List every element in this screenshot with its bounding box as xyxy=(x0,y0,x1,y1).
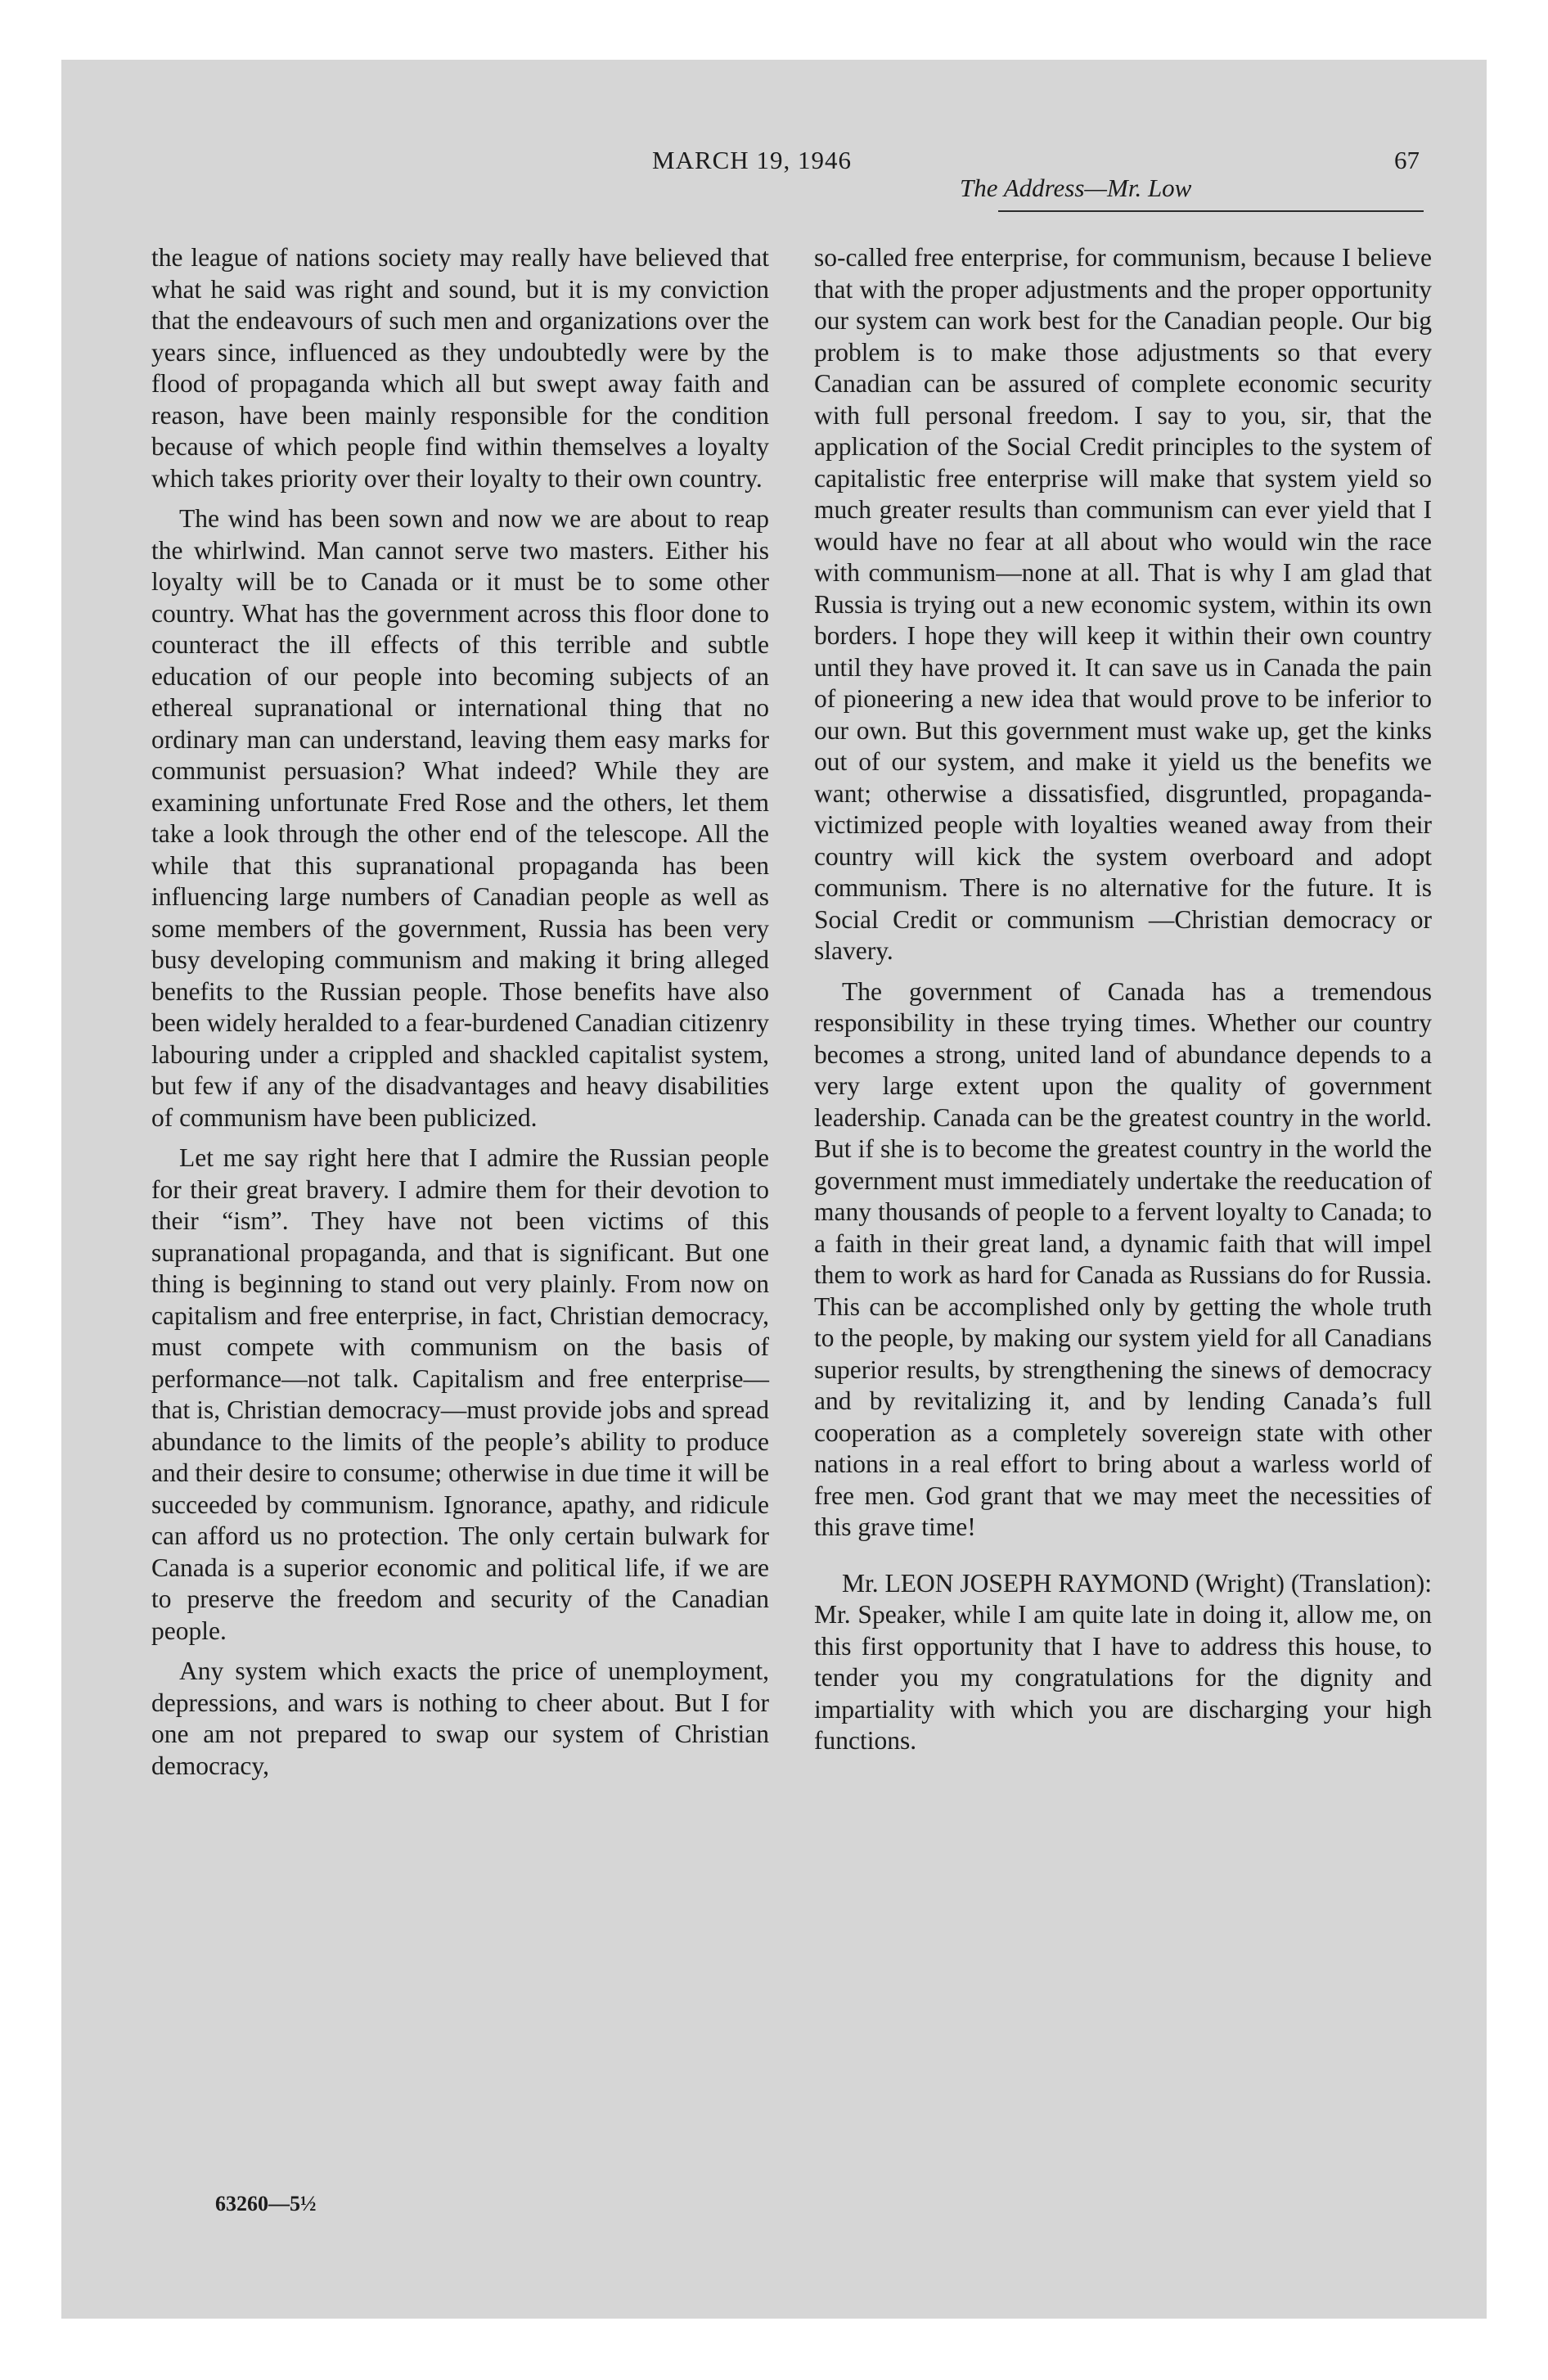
hansard-page xyxy=(151,146,1432,2215)
header-rule xyxy=(998,210,1424,212)
left-paragraph-3: Let me say right here that I admire the Russian people for their great bravery. I admire them for their devotion to their “ism”. They have not been victims of this supranational propaganda, and that is significant. But one thing is beginning to stand out very plainly. From now on capitalism and free enterprise, in fact, Christian democracy, must compete with communism on the basis of performance—not talk. Capitalism and free enterprise—that is, Christian democracy—must provide jobs and spread abundance to the limits of the people’s ability to produce and their desire to consume; otherwise in due time it will be succeeded by communism. Ignorance, apathy, and ridicule can afford us no protection. The only certain bulwark for Canada is a superior economic and political life, if we are to preserve the freedom and security of the Canadian people. xyxy=(151,1143,769,1645)
footer-signature-code: 63260—5½ xyxy=(215,2192,317,2215)
right-paragraph-2: The government of Canada has a tremendous responsibility in these trying times. Whether our country becomes a strong, united land of abundance depends to a very large extent upon the quality of government leadership. Canada can be the greatest country in the world. But if she is to become the greatest country in the world the government must immediately undertake the reeducation of many thousands of people to a fervent loyalty to Canada; to a faith in their great land, a dynamic faith that will impel them to work as hard for Canada as Russians do for Russia. This can be accomplished only by getting the whole truth to the people, by making our system yield for all Canadians superior results, by strengthening the sinews of democracy and by revitalizing it, and by lending Canada’s full cooperation as a completely sovereign state with other nations in a real effort to bring about a warless world of free men. God grant that we may meet the necessities of this grave time! xyxy=(814,976,1432,1541)
right-paragraph-3: Mr. LEON JOSEPH RAYMOND (Wright) (Translation): Mr. Speaker, while I am quite late in doing it, allow me, on this first opportunity that I have to address this house, to tender you my congratulations for the dignity and impartiality with which you are discharging your high functions. xyxy=(814,1568,1432,1755)
header-date: MARCH 19, 1946 xyxy=(652,146,852,174)
left-column xyxy=(151,242,769,1782)
right-column xyxy=(814,242,1432,1757)
page-header xyxy=(151,146,1420,213)
right-paragraph-1: so-called free enterprise, for communism, because I believe that with the proper adjustments and the proper opportunity our system can work best for the Canadian people. Our big problem is to make those adjustments so that every Canadian can be assured of complete economic security with full personal freedom. I say to you, sir, that the application of the Social Credit principles to the system of capitalistic free enterprise will make that system yield so much greater results than communism can ever yield that I would have no fear at all about who would win the race with communism—none at all. That is why I am glad that Russia is trying out a new economic system, within its own borders. I hope they will keep it within their own country until they have proved it. It can save us in Canada the pain of pioneering a new idea that would prove to be inferior to our own. But this government must wake up, get the kinks out of our system, and make it yield us the benefits we want; otherwise a dissatisfied, disgruntled, propaganda-victimized people with loyalties weaned away from their country will kick the system overboard and adopt communism. There is no alternative for the future. It is Social Credit or communism —Christian democracy or slavery. xyxy=(814,243,1432,965)
page-number: 67 xyxy=(1394,146,1420,174)
left-paragraph-4: Any system which exacts the price of unemployment, depressions, and wars is nothing to cheer about. But I for one am not prepared to swap our system of Christian democracy, xyxy=(151,1657,769,1780)
running-head: The Address—Mr. Low xyxy=(960,174,1192,202)
left-paragraph-1: the league of nations society may really have believed that what he said was right and sound, but it is my conviction that the endeavours of such men and organizations over the years since, influenced as they undoubtedly were by the flood of propaganda which all but swept away faith and reason, have been mainly responsible for the condition because of which people find within themselves a loyalty which takes priority over their loyalty to their own country. xyxy=(151,243,769,493)
left-paragraph-2: The wind has been sown and now we are about to reap the whirlwind. Man cannot serve two masters. Either his loyalty will be to Canada or it must be to some other country. What has the government across this floor done to counteract the ill effects of this terrible and subtle education of our people into becoming subjects of an ethereal supranational or international thing that no ordinary man can understand, leaving them easy marks for communist persuasion? What indeed? While they are examining unfortunate Fred Rose and the others, let them take a look through the other end of the telescope. All the while that this supranational propaganda has been influencing large numbers of Canadian people as well as some members of the government, Russia has been very busy developing communism and making it bring alleged benefits to the Russian people. Those benefits have also been widely heralded to a fear-burdened Canadian citizenry labouring under a crippled and shackled capitalist system, but few if any of the disadvantages and heavy disabilities of communism have been publicized. xyxy=(151,504,769,1132)
